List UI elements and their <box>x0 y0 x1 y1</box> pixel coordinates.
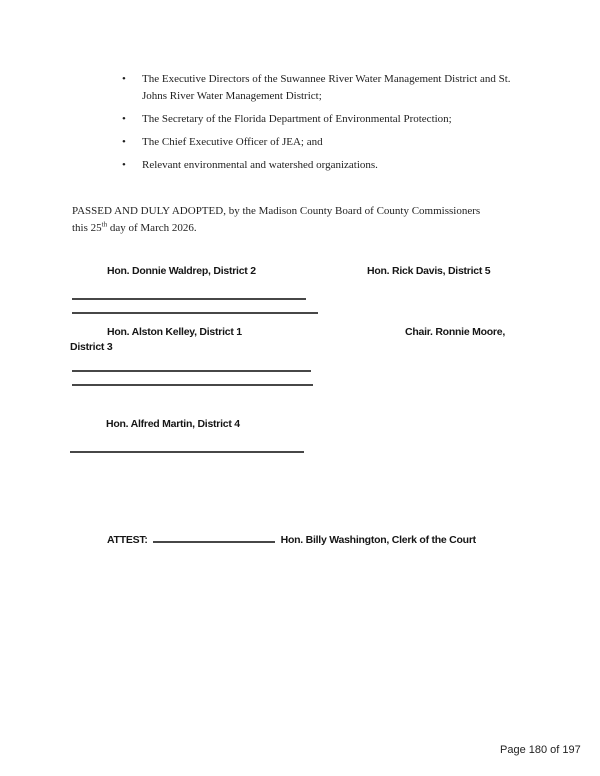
list-item <box>122 71 530 105</box>
attest-row <box>107 530 476 546</box>
signatory-name-district1: Hon. Alston Kelley, District 1 <box>107 326 242 338</box>
signature-line <box>70 451 304 453</box>
adoption-clause-line2: this 25th day of March 2026. <box>72 220 197 234</box>
bullet-text: The Chief Executive Officer of JEA; and <box>142 136 323 148</box>
attest-label: ATTEST: <box>107 534 148 546</box>
signatory-name-chair-wrap: District 3 <box>70 341 113 353</box>
bullet-text: The Executive Directors of the Suwannee River Water Management District and St. Johns River Water Management District; <box>142 73 511 102</box>
signatory-name-chair: Chair. Ronnie Moore, <box>405 326 506 338</box>
adoption-clause-line1: PASSED AND DULY ADOPTED, by the Madison County Board of County Commissioners <box>72 205 481 217</box>
bullet-icon: • <box>122 73 126 85</box>
bullet-text: The Secretary of the Florida Department of Environmental Protection; <box>142 113 452 125</box>
attest-signature-line <box>153 530 275 543</box>
notification-bullet-list <box>122 71 530 180</box>
bullet-icon: • <box>122 159 126 171</box>
list-item <box>122 157 530 174</box>
signatory-name-district2: Hon. Donnie Waldrep, District 2 <box>107 265 256 277</box>
clerk-name: Hon. Billy Washington, Clerk of the Court <box>280 534 476 546</box>
adoption-clause <box>72 203 542 237</box>
signatory-name-district5: Hon. Rick Davis, District 5 <box>367 265 491 277</box>
signatory-name-district4: Hon. Alfred Martin, District 4 <box>106 418 240 430</box>
signature-line <box>72 370 311 372</box>
bullet-icon: • <box>122 113 126 125</box>
ordinal-superscript: th <box>101 220 108 229</box>
list-item <box>122 111 530 128</box>
list-item <box>122 134 530 151</box>
signature-line <box>72 312 318 314</box>
page-number: Page 180 of 197 <box>500 744 581 756</box>
bullet-text: Relevant environmental and watershed organizations. <box>142 159 378 171</box>
bullet-icon: • <box>122 136 126 148</box>
signature-line <box>72 298 306 300</box>
signature-line <box>72 384 313 386</box>
